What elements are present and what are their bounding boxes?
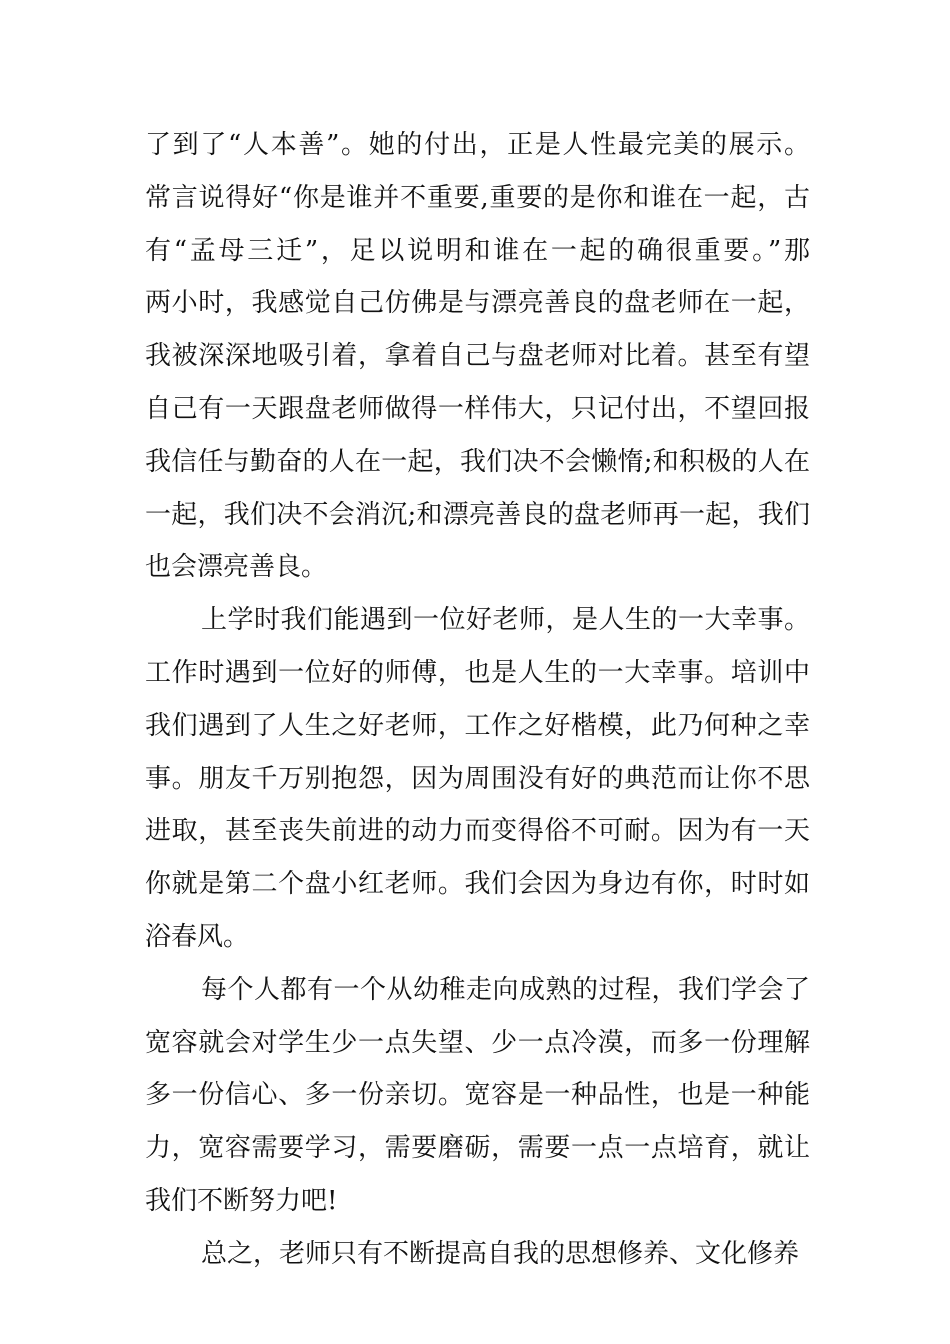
text-line: 我们不断努力吧! — [145, 1185, 338, 1216]
document-body — [145, 119, 810, 1281]
text-line: 工作时遇到一位好的师傅，也是人生的一大幸事。培训中 — [145, 657, 810, 688]
paragraph-first-line: 每个人都有一个从幼稚走向成熟的过程，我们学会了 — [201, 974, 810, 1005]
text-line: 自己有一天跟盘老师做得一样伟大，只记付出，不望回报 — [145, 393, 810, 424]
text-line: 了到了“人本善”。她的付出，正是人性最完美的展示。 — [145, 130, 810, 160]
paragraph-first-line: 上学时我们能遇到一位好老师，是人生的一大幸事。 — [201, 605, 810, 636]
text-line: 我们遇到了人生之好老师，工作之好楷模，此乃何种之幸 — [145, 710, 810, 741]
text-line: 力，宽容需要学习，需要磨砺，需要一点一点培育，就让 — [145, 1133, 810, 1164]
text-line: 你就是第二个盘小红老师。我们会因为身边有你，时时如 — [145, 869, 810, 900]
text-line: 我信任与勤奋的人在一起，我们决不会懒惰;和积极的人在 — [145, 446, 810, 477]
text-line: 宽容就会对学生少一点失望、少一点冷漠，而多一份理解 — [145, 1027, 810, 1058]
text-line: 也会漂亮善良。 — [145, 552, 328, 583]
text-line: 两小时，我感觉自己仿佛是与漂亮善良的盘老师在一起， — [145, 288, 810, 319]
text-line: 多一份信心、多一份亲切。宽容是一种品性，也是一种能 — [145, 1080, 810, 1111]
text-line: 常言说得好“你是谁并不重要,重要的是你和谁在一起，古 — [145, 182, 810, 213]
paragraph-first-line: 总之，老师只有不断提高自我的思想修养、文化修养 — [201, 1238, 800, 1269]
text-line: 我被深深地吸引着，拿着自己与盘老师对比着。甚至有望 — [145, 341, 810, 372]
text-line: 事。朋友千万别抱怨，因为周围没有好的典范而让你不思 — [145, 763, 810, 794]
text-line: 一起，我们决不会消沉;和漂亮善良的盘老师再一起，我们 — [145, 499, 810, 530]
text-line: 进取，甚至丧失前进的动力而变得俗不可耐。因为有一天 — [145, 816, 810, 847]
text-line: 浴春风。 — [145, 921, 250, 952]
text-line: 有“孟母三迁”，足以说明和谁在一起的确很重要。”那 — [145, 235, 810, 266]
